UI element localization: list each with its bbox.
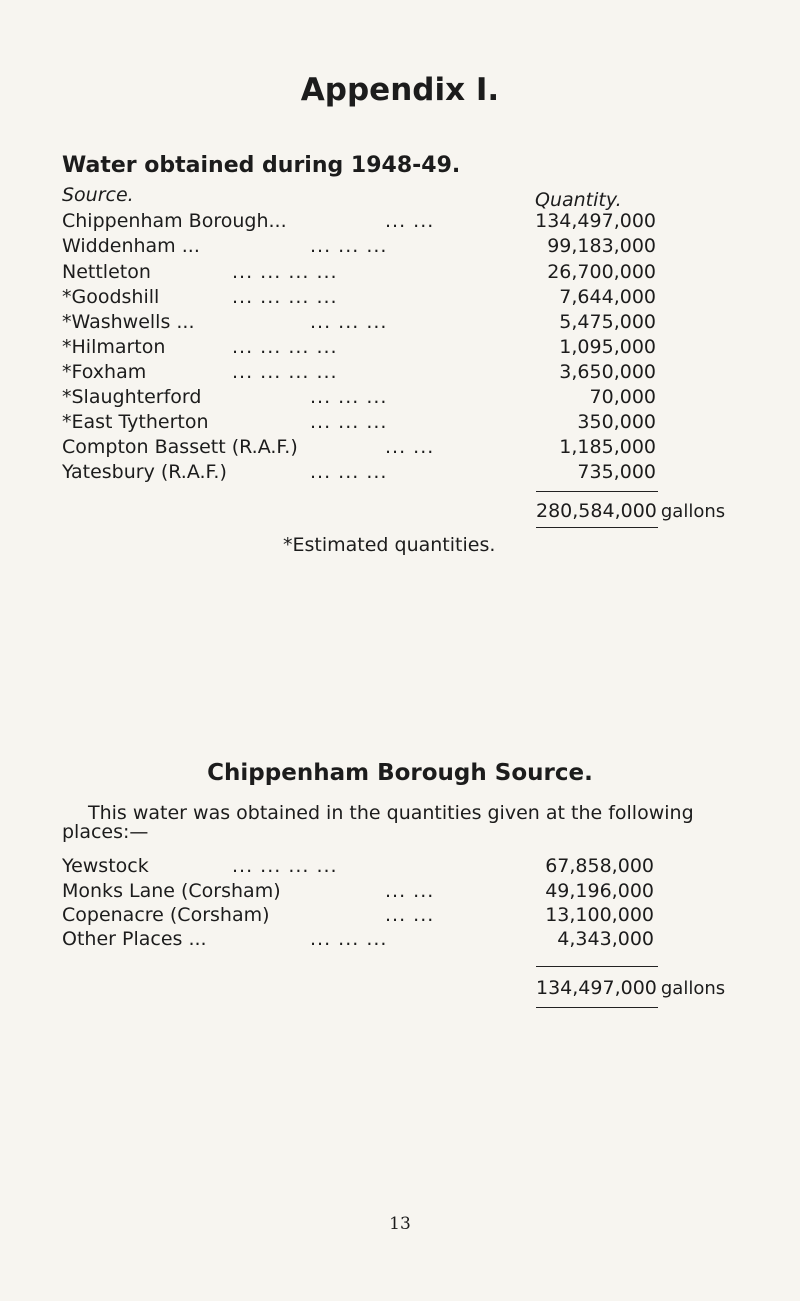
sum-rule: [536, 491, 658, 492]
source-name: *Foxham: [62, 361, 147, 383]
table-row: [0, 436, 800, 462]
borough-total-value: 134,497,000: [536, 977, 657, 999]
leader-dots: ... ... ...: [310, 235, 388, 257]
source-quantity: 3,650,000: [559, 361, 656, 383]
source-name: *Slaughterford: [62, 386, 202, 408]
leader-dots: ... ... ... ...: [232, 261, 338, 283]
source-quantity: 350,000: [577, 411, 656, 433]
table-row: [0, 928, 800, 954]
table-row: [0, 411, 800, 437]
table-row: [0, 904, 800, 930]
table-row: [0, 261, 800, 287]
source-quantity: 134,497,000: [535, 210, 656, 232]
leader-dots: ... ...: [385, 880, 435, 902]
source-quantity: 99,183,000: [547, 235, 656, 257]
leader-dots: ... ... ... ...: [232, 286, 338, 308]
source-name: *Goodshill: [62, 286, 160, 308]
table-row: [0, 235, 800, 261]
source-name: Nettleton: [62, 261, 151, 283]
estimated-note: *Estimated quantities.: [283, 534, 496, 556]
table-row: [0, 361, 800, 387]
leader-dots: ... ... ... ...: [232, 361, 338, 383]
source-quantity: 7,644,000: [559, 286, 656, 308]
source-quantity: 70,000: [589, 386, 656, 408]
source-name: Chippenham Borough...: [62, 210, 287, 232]
table-row: [0, 386, 800, 412]
source-name: *East Tytherton: [62, 411, 209, 433]
place-name: Monks Lane (Corsham): [62, 880, 281, 902]
sources-total-value: 280,584,000: [536, 500, 657, 522]
leader-dots: ... ... ... ...: [232, 855, 338, 877]
borough-source-heading: Chippenham Borough Source.: [207, 760, 593, 786]
source-quantity: 1,095,000: [559, 336, 656, 358]
leader-dots: ... ... ... ...: [232, 336, 338, 358]
intro-line-1: This water was obtained in the quantities given at the following: [88, 802, 694, 824]
total-rule: [536, 527, 658, 528]
table-row: [0, 210, 800, 236]
source-quantity: 1,185,000: [559, 436, 656, 458]
table-row: [0, 311, 800, 337]
place-quantity: 67,858,000: [545, 855, 654, 877]
place-name: Yewstock: [62, 855, 149, 877]
total-rule: [536, 1007, 658, 1008]
source-name: Yatesbury (R.A.F.): [62, 461, 227, 483]
leader-dots: ... ...: [385, 904, 435, 926]
leader-dots: ... ... ...: [310, 928, 388, 950]
place-name: Copenacre (Corsham): [62, 904, 270, 926]
intro-line-2: places:—: [62, 821, 149, 843]
sources-total: [536, 500, 725, 522]
page-title: Appendix I.: [300, 72, 500, 108]
source-quantity: 5,475,000: [559, 311, 656, 333]
table-row: [0, 855, 800, 881]
source-name: Compton Bassett (R.A.F.): [62, 436, 298, 458]
source-name: Widdenham ...: [62, 235, 200, 257]
place-quantity: 4,343,000: [557, 928, 654, 950]
source-quantity: 735,000: [577, 461, 656, 483]
table-row: [0, 286, 800, 312]
borough-total-unit: gallons: [660, 978, 726, 999]
sources-total-unit: gallons: [660, 501, 726, 522]
leader-dots: ... ... ...: [310, 461, 388, 483]
place-quantity: 49,196,000: [545, 880, 654, 902]
page-number: 13: [389, 1214, 411, 1234]
source-quantity: 26,700,000: [547, 261, 656, 283]
sum-rule: [536, 966, 658, 967]
leader-dots: ... ...: [385, 436, 435, 458]
leader-dots: ... ... ...: [310, 311, 388, 333]
water-obtained-heading: Water obtained during 1948-49.: [62, 153, 461, 178]
place-quantity: 13,100,000: [545, 904, 654, 926]
source-name: *Hilmarton: [62, 336, 166, 358]
table-row: [0, 880, 800, 906]
leader-dots: ... ... ...: [310, 386, 388, 408]
table-row: [0, 461, 800, 487]
borough-total: [536, 977, 725, 999]
source-column-header: Source.: [62, 184, 134, 206]
place-name: Other Places ...: [62, 928, 207, 950]
quantity-column-header: Quantity.: [535, 189, 622, 211]
source-name: *Washwells ...: [62, 311, 195, 333]
table-row: [0, 336, 800, 362]
leader-dots: ... ... ...: [310, 411, 388, 433]
leader-dots: ... ...: [385, 210, 435, 232]
